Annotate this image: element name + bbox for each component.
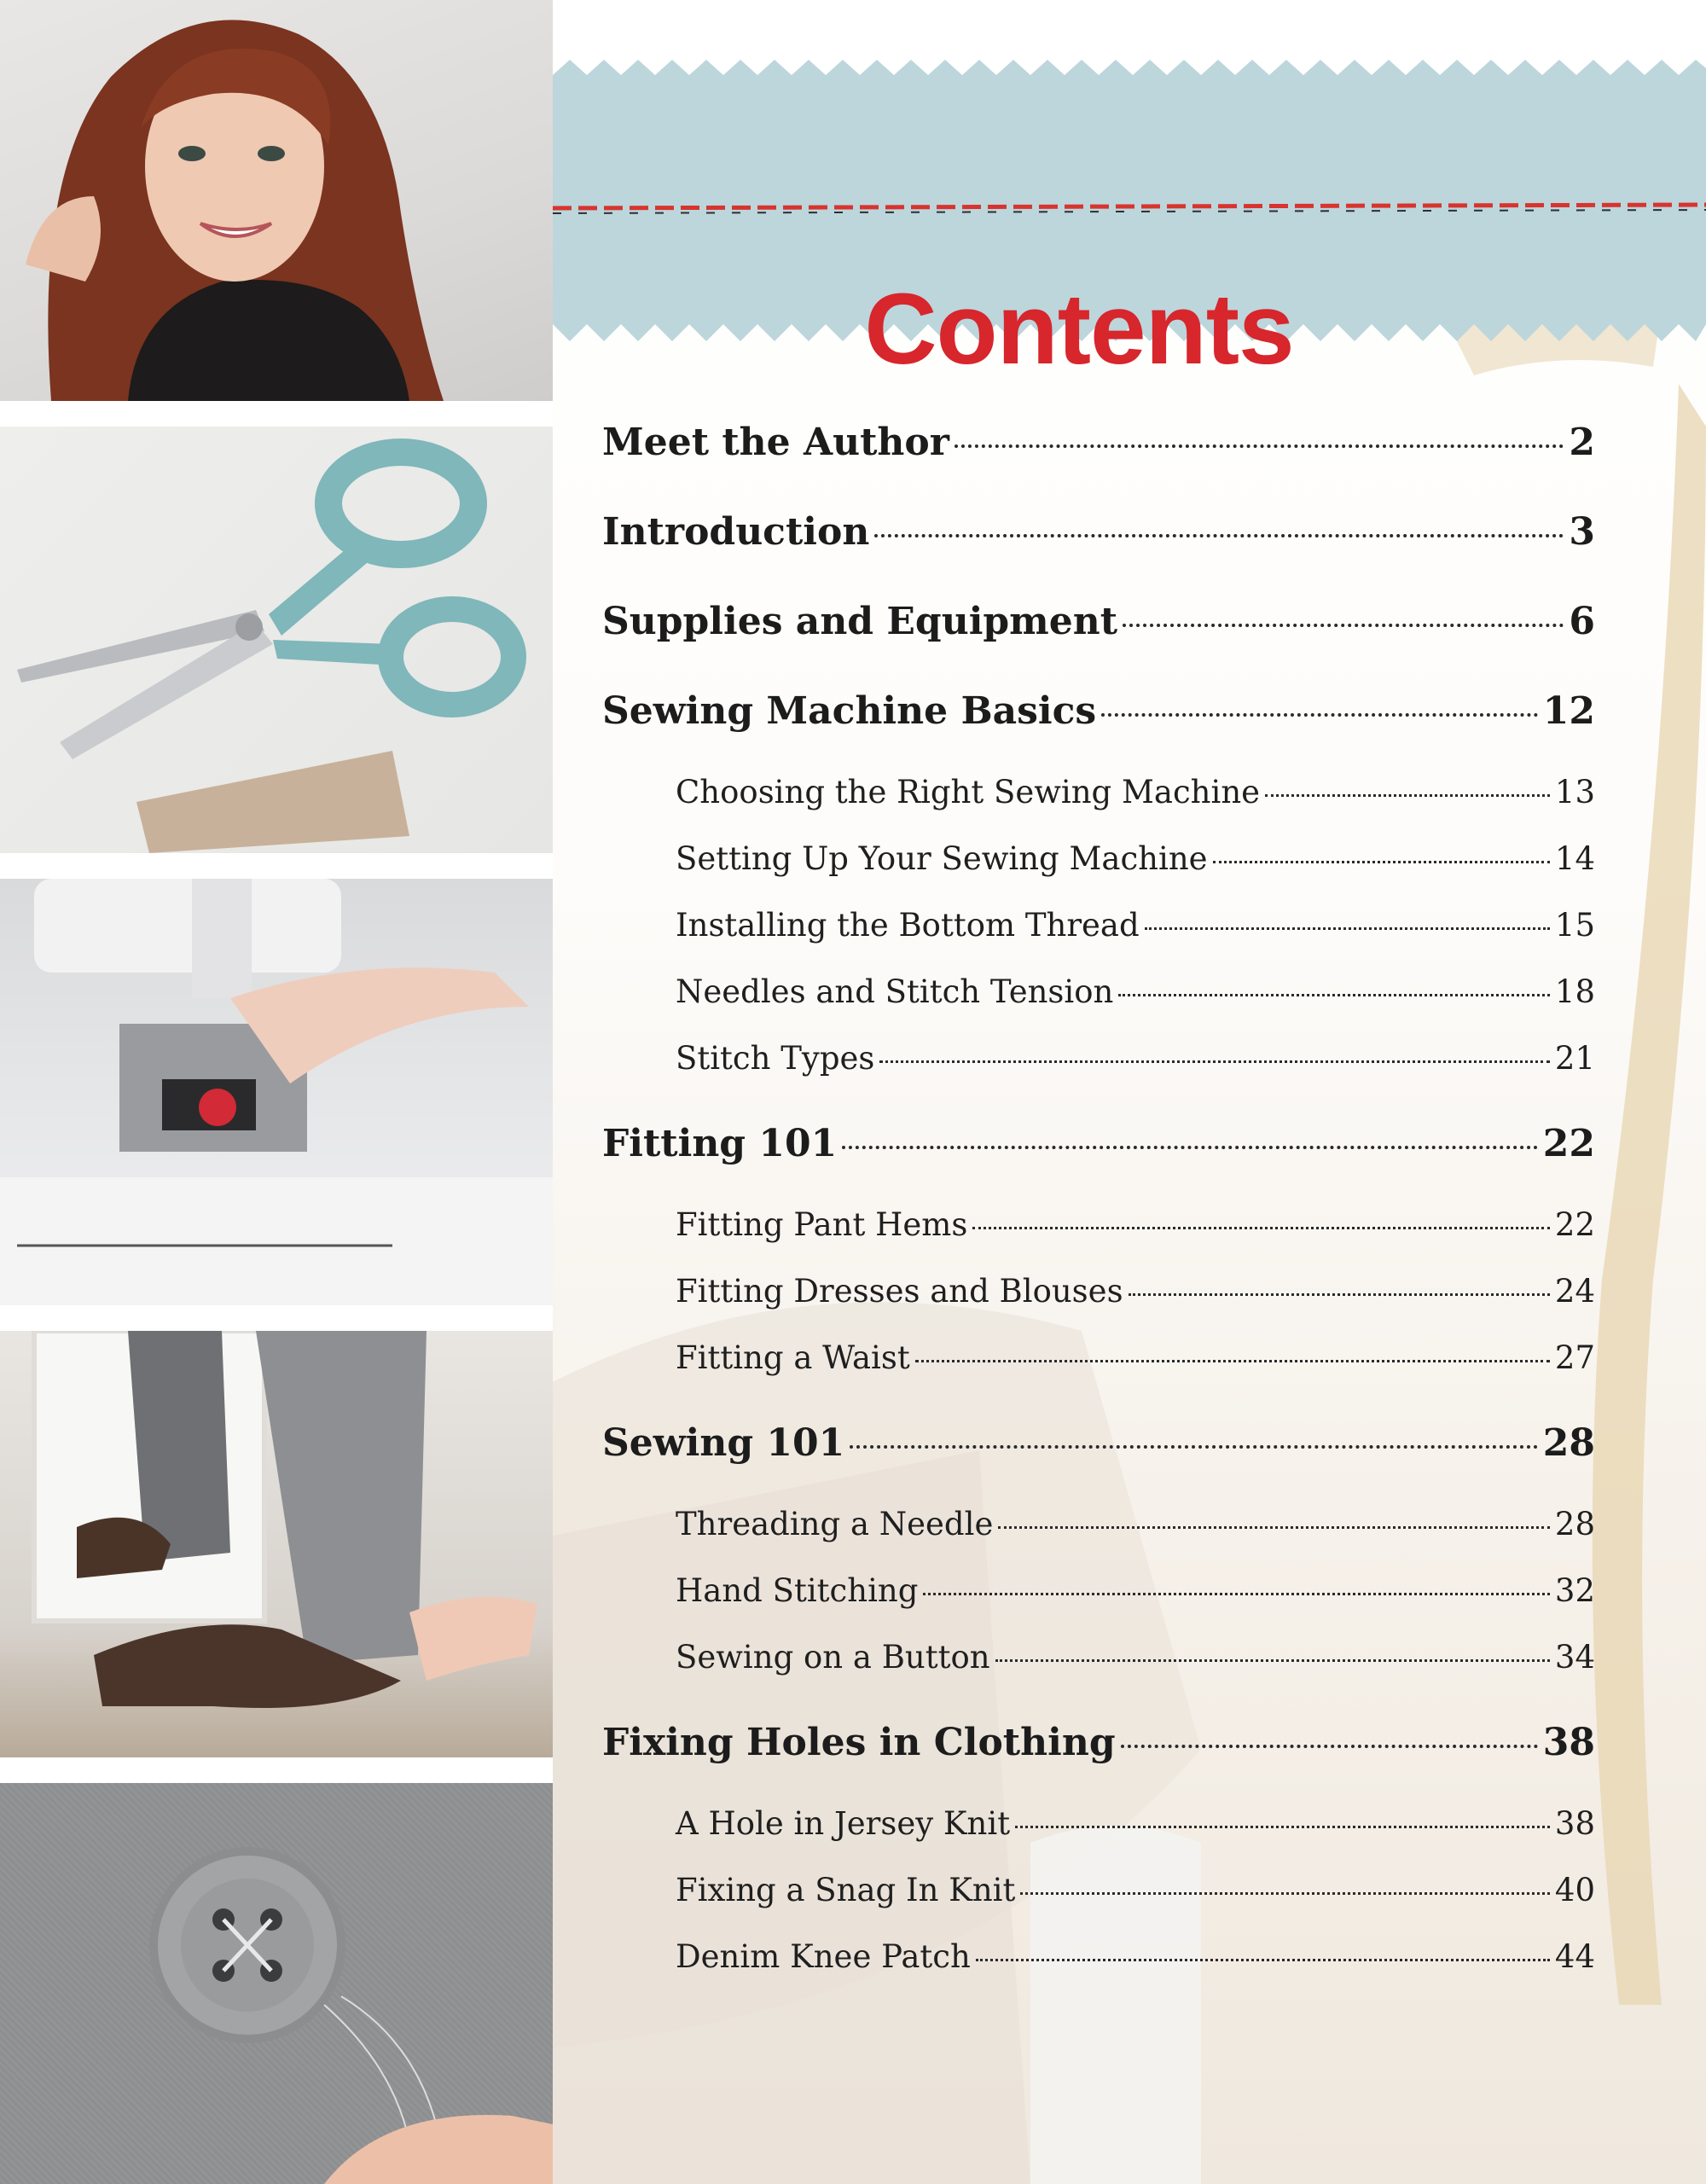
toc-subsection-entry[interactable] bbox=[602, 1631, 1595, 1708]
pant-hem-photo bbox=[0, 1331, 553, 1757]
toc-page-number: 34 bbox=[1554, 1639, 1595, 1676]
toc-page-number: 13 bbox=[1554, 774, 1595, 810]
dot-leader bbox=[879, 1060, 1550, 1063]
dot-leader bbox=[998, 1526, 1550, 1529]
toc-section-entry[interactable] bbox=[602, 1409, 1595, 1498]
toc-page-number: 38 bbox=[1542, 1721, 1595, 1764]
toc-subsection-title: Threading a Needle bbox=[676, 1506, 994, 1542]
toc-subsection-entry[interactable] bbox=[602, 833, 1595, 899]
toc-page-number: 24 bbox=[1554, 1273, 1595, 1310]
toc-subsection-entry[interactable] bbox=[602, 1931, 1595, 2007]
toc-page-number: 32 bbox=[1554, 1572, 1595, 1609]
dot-leader bbox=[1020, 1892, 1550, 1895]
toc-subsection-entry[interactable] bbox=[602, 1332, 1595, 1409]
toc-page-number: 44 bbox=[1554, 1938, 1595, 1975]
toc-subsection-title: Setting Up Your Sewing Machine bbox=[676, 840, 1208, 877]
toc-subsection-entry[interactable] bbox=[602, 1565, 1595, 1631]
toc-section-entry[interactable] bbox=[602, 1708, 1595, 1798]
author-photo bbox=[0, 0, 553, 401]
toc-section-entry[interactable] bbox=[602, 408, 1595, 497]
dot-leader bbox=[1213, 861, 1550, 863]
dot-leader bbox=[1145, 927, 1550, 930]
dot-leader bbox=[995, 1659, 1550, 1662]
toc-section-title: Fixing Holes in Clothing bbox=[602, 1721, 1116, 1764]
toc-subsection-title: Sewing on a Button bbox=[676, 1639, 990, 1676]
toc-subsection-title: Denim Knee Patch bbox=[676, 1938, 971, 1975]
table-of-contents bbox=[602, 408, 1595, 2007]
toc-subsection-title: Fixing a Snag In Knit bbox=[676, 1872, 1016, 1908]
toc-page-number: 27 bbox=[1554, 1339, 1595, 1376]
dot-leader bbox=[1015, 1826, 1550, 1828]
toc-section-title: Introduction bbox=[602, 510, 870, 554]
page-title: Contents bbox=[864, 273, 1294, 386]
toc-page-number: 2 bbox=[1569, 421, 1595, 464]
toc-section-title: Sewing Machine Basics bbox=[602, 689, 1097, 733]
toc-section-title: Supplies and Equipment bbox=[602, 600, 1118, 643]
toc-subsection-title: Fitting Dresses and Blouses bbox=[676, 1273, 1123, 1310]
toc-subsection-title: Fitting Pant Hems bbox=[676, 1206, 968, 1243]
toc-page-number: 6 bbox=[1569, 600, 1595, 643]
toc-section-title: Meet the Author bbox=[602, 421, 949, 464]
toc-subsection-title: Fitting a Waist bbox=[676, 1339, 910, 1376]
toc-subsection-entry[interactable] bbox=[602, 1498, 1595, 1565]
toc-subsection-entry[interactable] bbox=[602, 899, 1595, 966]
toc-page-number: 18 bbox=[1554, 973, 1595, 1010]
dot-leader bbox=[1265, 794, 1550, 797]
dot-leader bbox=[874, 534, 1564, 537]
toc-section-entry[interactable] bbox=[602, 1109, 1595, 1199]
toc-section-entry[interactable] bbox=[602, 587, 1595, 677]
toc-page-number: 40 bbox=[1554, 1872, 1595, 1908]
sewing-machine-photo bbox=[0, 879, 553, 1305]
toc-subsection-entry[interactable] bbox=[602, 1265, 1595, 1332]
dot-leader bbox=[1101, 713, 1538, 717]
photo-column bbox=[0, 0, 553, 2184]
toc-subsection-title: Needles and Stitch Tension bbox=[676, 973, 1114, 1010]
dot-leader bbox=[842, 1146, 1538, 1149]
toc-page-number: 12 bbox=[1542, 689, 1595, 733]
toc-subsection-title: Choosing the Right Sewing Machine bbox=[676, 774, 1261, 810]
toc-subsection-entry[interactable] bbox=[602, 1864, 1595, 1931]
dot-leader bbox=[1121, 1745, 1538, 1748]
dot-leader bbox=[915, 1360, 1550, 1362]
toc-page-number: 28 bbox=[1554, 1506, 1595, 1542]
toc-page-number: 15 bbox=[1554, 907, 1595, 944]
toc-subsection-entry[interactable] bbox=[602, 766, 1595, 833]
toc-page-number: 38 bbox=[1554, 1805, 1595, 1842]
dot-leader bbox=[955, 444, 1564, 448]
toc-page-number: 22 bbox=[1542, 1122, 1595, 1165]
toc-subsection-entry[interactable] bbox=[602, 1199, 1595, 1265]
toc-subsection-title: Stitch Types bbox=[676, 1040, 875, 1077]
toc-subsection-title: Hand Stitching bbox=[676, 1572, 919, 1609]
scissors-photo bbox=[0, 427, 553, 853]
toc-subsection-entry[interactable] bbox=[602, 1798, 1595, 1864]
toc-page-number: 21 bbox=[1554, 1040, 1595, 1077]
dot-leader bbox=[972, 1227, 1550, 1229]
dot-leader bbox=[923, 1593, 1549, 1595]
dot-leader bbox=[976, 1959, 1550, 1961]
toc-subsection-title: A Hole in Jersey Knit bbox=[676, 1805, 1011, 1842]
dot-leader bbox=[1129, 1293, 1550, 1296]
toc-page-number: 14 bbox=[1554, 840, 1595, 877]
toc-page-number: 22 bbox=[1554, 1206, 1595, 1243]
contents-panel bbox=[553, 0, 1706, 2184]
button-sewing-photo bbox=[0, 1783, 553, 2184]
toc-section-title: Fitting 101 bbox=[602, 1122, 838, 1165]
toc-section-entry[interactable] bbox=[602, 497, 1595, 587]
dot-leader bbox=[850, 1445, 1537, 1449]
toc-subsection-entry[interactable] bbox=[602, 1032, 1595, 1109]
dot-leader bbox=[1118, 994, 1550, 996]
toc-subsection-entry[interactable] bbox=[602, 966, 1595, 1032]
dot-leader bbox=[1123, 624, 1564, 627]
toc-section-title: Sewing 101 bbox=[602, 1421, 845, 1465]
toc-section-entry[interactable] bbox=[602, 677, 1595, 766]
toc-page-number: 28 bbox=[1542, 1421, 1595, 1465]
toc-subsection-title: Installing the Bottom Thread bbox=[676, 907, 1140, 944]
toc-page-number: 3 bbox=[1569, 510, 1595, 554]
